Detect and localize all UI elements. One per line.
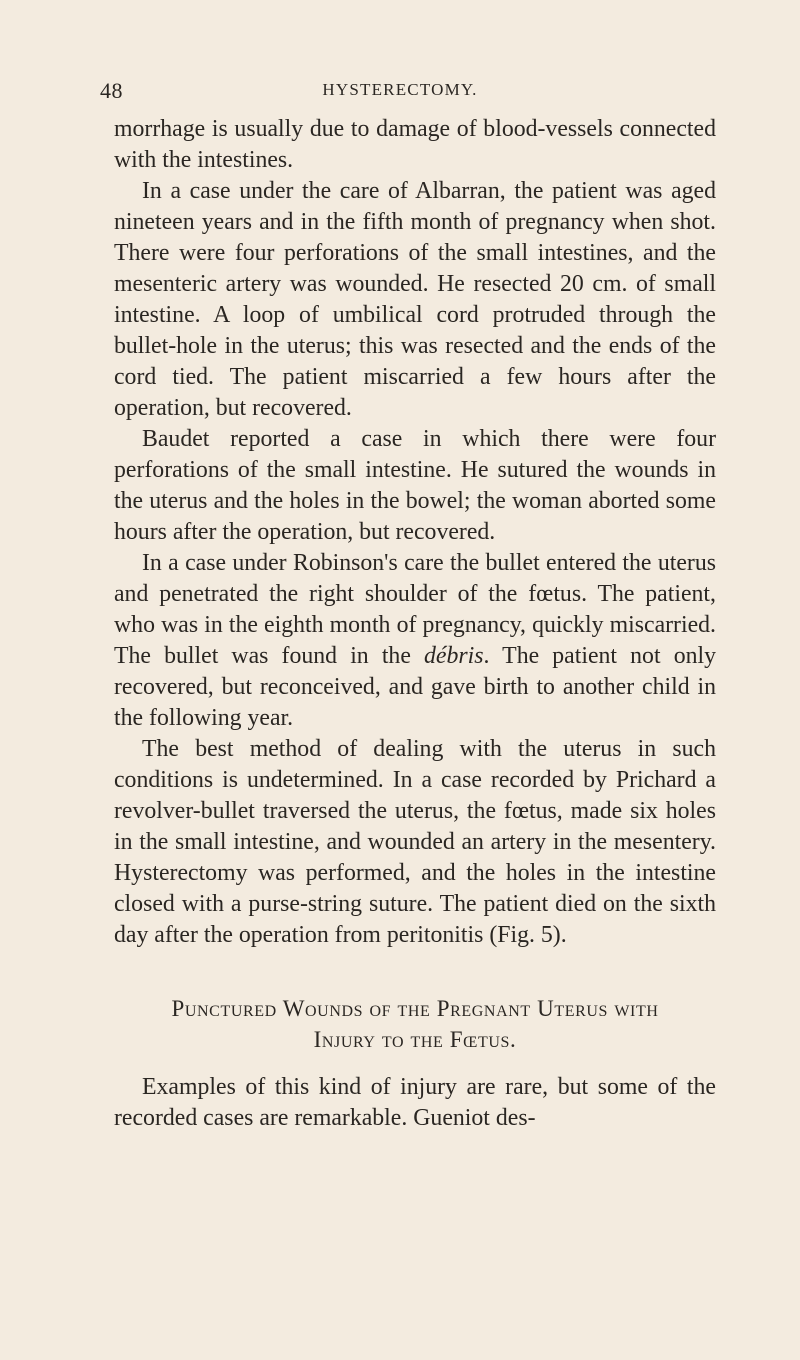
page-number: 48 — [100, 78, 123, 103]
paragraph-albarran-case: In a case under the care of Albarran, the patient was aged nineteen years and in the fifth month of pregnancy when shot. There were four perforations of the small intestines, and the mesenteric artery was wounded. He resected 20 cm. of small intestine. A loop of umbilical cord protruded through the bullet-hole in the uterus; this was resected and the ends of the cord tied. The patient miscarried a few hours after the operation, but recovered. — [114, 178, 716, 421]
paragraph-punctured-wounds: Examples of this kind of injury are rare, but some of the recorded cases are remarkable. Gueniot des- — [114, 1074, 716, 1131]
robinson-text-start: In a case under Robinson's care the bullet entered the uterus and penetrated the right shoulder of the fœtus. The patient, who was in the eighth month of pregnancy, quickly miscarried. The bullet was found in the — [114, 550, 716, 669]
section-heading — [114, 993, 716, 1055]
paragraph-prichard-case: The best method of dealing with the uterus in such conditions is undetermined. In a case recorded by Prichard a revolver-bullet traversed the uterus, the fœtus, made six holes in the small intestine, and wounded an artery in the mesentery. Hysterectomy was performed, and the holes in the intestine closed with a purse-string suture. The patient died on the sixth day after the operation from peritonitis (Fig. 5). — [114, 736, 716, 948]
body-text — [114, 114, 716, 1134]
section-heading-line-1: Punctured Wounds of the Pregnant Uterus with — [171, 996, 659, 1021]
running-head: HYSTERECTOMY. — [322, 80, 478, 99]
section-heading-line-2: Injury to the Fœtus. — [313, 1027, 517, 1052]
robinson-text-end: . The patient not only recovered, but reconceived, and gave birth to another child in the following year. — [114, 643, 716, 731]
paragraph-robinson-case — [114, 548, 716, 734]
paragraph-continuation: morrhage is usually due to damage of blood-vessels connected with the intestines. — [114, 116, 716, 173]
italic-debris: débris — [424, 643, 484, 669]
page-header — [0, 78, 800, 102]
paragraph-baudet-case: Baudet reported a case in which there were four perforations of the small intestine. He sutured the wounds in the uterus and the holes in the bowel; the woman aborted some hours after the operation, but recovered. — [114, 426, 716, 545]
